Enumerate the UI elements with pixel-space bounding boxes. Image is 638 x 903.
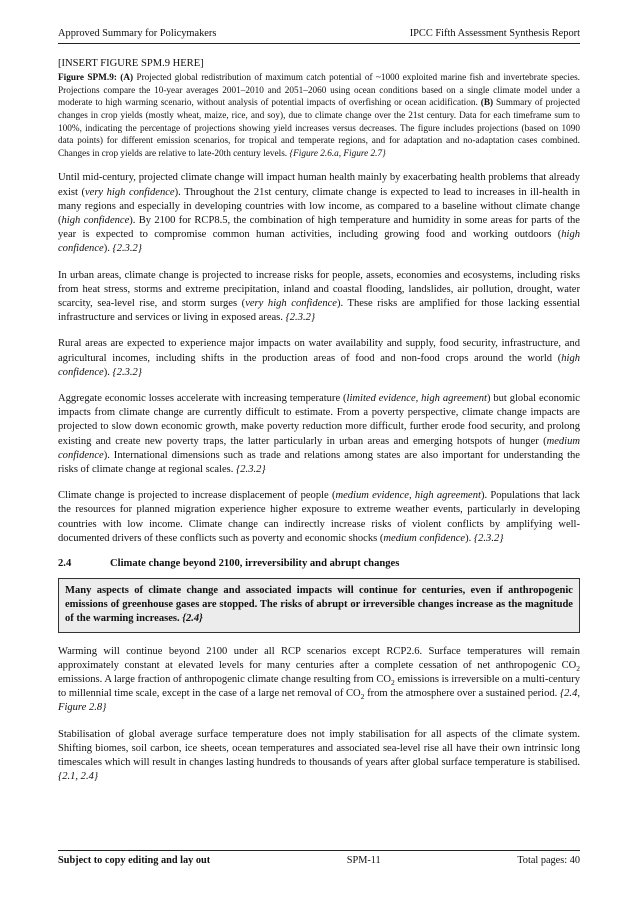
text: emissions. A large fraction of anthropogenic climate change resulting from CO xyxy=(58,674,392,686)
text: ). xyxy=(103,243,113,255)
text: ). These risks are amplified for those lacking essential infrastructure and services or living in exposed areas. xyxy=(58,297,581,324)
section-reference: {2.4} xyxy=(182,613,203,625)
footer-left: Subject to copy editing and lay out xyxy=(58,855,211,866)
confidence-term: high confidence xyxy=(61,214,130,226)
subscript: 2 xyxy=(576,663,580,673)
text: Many aspects of climate change and associated impacts will continue for centuries, even if anthropogenic emissions of greenhouse gases are stopped. The risks of abrupt or irreversible changes increase as the magnitude of the warming increases. xyxy=(65,585,573,625)
section-heading xyxy=(58,558,580,569)
text: ). xyxy=(103,366,113,378)
header-left: Approved Summary for Policymakers xyxy=(58,28,217,39)
section-reference: {2.3.2} xyxy=(236,464,266,476)
text: ). xyxy=(465,532,474,544)
confidence-term: very high confidence xyxy=(84,186,175,198)
paragraph-health xyxy=(58,171,580,256)
caption-b-text: Summary of projected changes in crop yields (mostly wheat, maize, rice, and soy), due to climate change over the 21st century. Data for each timeframe sum to 100%, indicating the percentage of projections showing yield increases versus decreases. The figure includes projections (based on 1090 data points) for different emission scenarios, for tropical and temperate regions, and for adaptation and no-adaptation cases combined. Changes in crop yields are relative to late-20th century levels. xyxy=(58,98,580,159)
caption-label: Figure SPM.9: xyxy=(58,73,117,84)
text: from the atmosphere over a sustained period. xyxy=(364,688,560,700)
key-finding-text xyxy=(65,584,573,627)
page-footer xyxy=(58,850,580,866)
footer-right: Total pages: 40 xyxy=(517,855,580,866)
text: ) but global economic impacts from climate change are currently difficult to estimate. From a poverty perspective, climate change impacts are projected to slow down economic growth, make poverty reduction more difficult, further erode food security, and prolong existing and create new poverty traps, the latter particularly in urban areas and emerging hotspots of hunger ( xyxy=(58,393,580,447)
section-number: 2.4 xyxy=(58,558,72,570)
key-finding-box xyxy=(58,578,580,633)
text: ). Populations that lack the resources for planned migration experience higher exposure to extreme weather events, particularly in developing countries with low income. Climate change can indirectly increase risks of violent conflicts by amplifying well-documented drivers of these conflicts such as poverty and economic shocks ( xyxy=(58,490,580,544)
page-content xyxy=(58,57,580,796)
paragraph-stabilisation xyxy=(58,728,580,785)
confidence-term: high confidence xyxy=(58,229,580,255)
header-right: IPCC Fifth Assessment Synthesis Report xyxy=(409,28,580,39)
confidence-term: medium evidence, high agreement xyxy=(335,490,481,502)
figure-placeholder: [INSERT FIGURE SPM.9 HERE] xyxy=(58,58,204,69)
confidence-term: high confidence xyxy=(58,352,580,378)
caption-b-label: (B) xyxy=(480,98,494,109)
text: Aggregate economic losses accelerate with increasing temperature ( xyxy=(58,393,347,404)
section-reference: {2.3.2} xyxy=(112,366,143,378)
paragraph-warming xyxy=(58,645,580,716)
section-reference: {2.3.2} xyxy=(112,243,143,255)
paragraph-economic xyxy=(58,392,580,477)
section-reference: {2.1, 2.4} xyxy=(58,771,99,783)
subscript: 2 xyxy=(391,678,395,688)
confidence-term: medium confidence xyxy=(383,532,466,544)
caption-a-label: (A) xyxy=(120,73,134,84)
confidence-term: very high confidence xyxy=(245,297,337,309)
text: Stabilisation of global average surface temperature does not imply stabilisation for all aspects of the climate system. Shifting biomes, soil carbon, ice sheets, ocean temperatures and associated sea-level rise all have their own intrinsic long timescales which will result in changes lasting hundreds to thousands of years after global surface temperature is stabilised. xyxy=(58,728,580,769)
paragraph-displacement xyxy=(58,489,580,546)
text: Warming will continue beyond 2100 under all RCP scenarios except RCP2.6. Surface temperatures will remain approximately constant at elevated levels for many centuries after a complete cessation of net anthropogenic CO xyxy=(58,645,580,671)
section-title: Climate change beyond 2100, irreversibility and abrupt changes xyxy=(110,558,400,570)
confidence-term: medium confidence xyxy=(58,435,580,461)
confidence-term: limited evidence, high agreement xyxy=(346,393,487,404)
text: ). By 2100 for RCP8.5, the combination of high temperature and humidity in some areas for parts of the year is expected to compromise common human activities, including growing food and working outdoors ( xyxy=(58,214,580,241)
page-number: SPM-11 xyxy=(346,855,381,866)
section-reference: {2.3.2} xyxy=(285,312,316,324)
text: ). Throughout the 21st century, climate change is expected to lead to increases in ill-health in many regions and especially in developing countries with low income, as compared to a baseline without climate change ( xyxy=(58,186,580,226)
text: Rural areas are expected to experience major impacts on water availability and supply, food security, infrastructure, and agricultural incomes, including shifts in the production areas of food and non-food crops around the world ( xyxy=(58,338,580,364)
caption-a-text: Projected global redistribution of maximum catch potential of ~1000 exploited marine fish and invertebrate species. Projections compare the 10-year averages 2001–2010 and 2051–2060 using ocean conditions based on a single climate model under a moderate to high warming scenario, without analysis of potential impacts of overfishing or ocean acidification. xyxy=(58,73,580,109)
paragraph-urban xyxy=(58,269,580,326)
text: ). International dimensions such as trade and relations among states are also important for understanding the risks of climate change at regional scales. xyxy=(58,449,580,476)
caption-reference: {Figure 2.6.a, Figure 2.7} xyxy=(289,148,386,159)
page-header xyxy=(58,28,580,44)
text: Climate change is projected to increase displacement of people ( xyxy=(58,490,336,502)
section-reference: {2.3.2} xyxy=(473,532,504,544)
subscript: 2 xyxy=(360,692,365,702)
text: In urban areas, climate change is projected to increase risks for people, assets, economies and ecosystems, including risks from heat stress, storms and extreme precipitation, inland and coastal flooding, landslides, air pollution, drought, water scarcity, sea-level rise, and storm surges ( xyxy=(58,269,580,309)
text: emissions is irreversible on a multi-century to millennial time scale, except in the case of a large net removal of CO xyxy=(58,674,580,700)
section-reference: {2.4, Figure 2.8} xyxy=(58,688,580,714)
paragraph-rural xyxy=(58,337,580,380)
figure-caption xyxy=(58,72,580,160)
text: Until mid-century, projected climate change will impact human health mainly by exacerbating health problems that already exist ( xyxy=(58,172,580,198)
